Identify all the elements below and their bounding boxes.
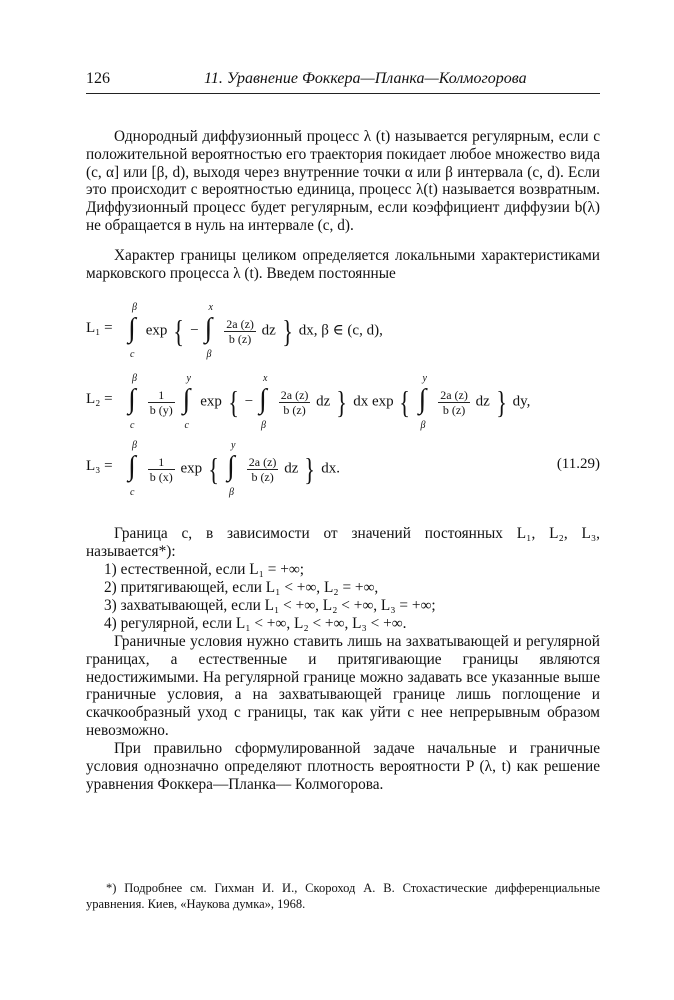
equation-number: (11.29) <box>556 456 600 472</box>
integral-sign: ∫ β c <box>128 373 137 431</box>
equation-expression: ∫ β c exp { − ∫ x β $\frac{2a (z)}{b (z)}$ dz } dx, β ∈ (c, d), <box>128 302 383 360</box>
paragraph-boundary-classification <box>86 525 600 561</box>
fraction: $\frac{2a (z)}{b (z)}$ <box>248 454 277 484</box>
equation-expression: ∫ β c $\frac{1}{b (x)}$ exp { ∫ y β $\frac{2a (z)}{b (z)}$ dz } dx. <box>128 440 340 498</box>
paragraph-boundary-character <box>86 247 600 283</box>
integral-sign: ∫ y β <box>227 440 236 498</box>
paragraph-boundary-conditions <box>86 633 600 740</box>
page-number: 126 <box>86 70 110 87</box>
equation-expression: ∫ β c $\frac{1}{b (y)}$ ∫ y c exp { − ∫ x β $\frac{2a (z)}{b (z)}$ dz } dx exp { ∫ y β $\frac{2a (z)}{b (z)}$ dz } dy, <box>128 373 531 431</box>
fraction: $\frac{2a (z)}{b (z)}$ <box>280 387 309 417</box>
list-item: 2) притягивающей, если L₁ < +∞, L₂ = +∞, <box>104 579 379 596</box>
paragraph-text: Однородный диффузионный процесс λ (t) называется регулярным, если с положительной вероятностью его траектория покидает любое множество вида (c, α] или [β, d), выходя через внутренние точки α или β интервала (c, d). Если это происходит с вероятностью единица, процесс λ(t) называется возвратным. Диффузионный процесс будет регулярным, если коэффициент диффузии b(λ) не обращается в нуль на интервале (c, d). <box>86 128 600 234</box>
integral-sign: ∫ β c <box>128 302 137 360</box>
paragraph-text: Граница c, в зависимости от значений постоянных L₁, L₂, L₃, называется*): <box>86 525 600 560</box>
list-item: 3) захватывающей, если L₁ < +∞, L₂ < +∞, L₃ = +∞; <box>104 597 436 614</box>
integral-sign: ∫ y c <box>182 373 191 431</box>
equation-lhs: L₂ = <box>86 391 113 407</box>
equation-lhs: L₁ = <box>86 320 113 336</box>
fraction: $\frac{2a (z)}{b (z)}$ <box>226 316 254 346</box>
paragraph-text: При правильно сформулированной задаче начальные и граничные условия однозначно определяют плотность вероятности P (λ, t) как решение уравнения Фоккера—Планка— Колмогорова. <box>86 740 600 793</box>
integral-sign: ∫ x β <box>204 302 213 360</box>
paragraph-text: Характер границы целиком определяется локальными характеристиками марковского процесса λ (t). Введем постоянные <box>86 247 600 282</box>
fraction: $\frac{1}{b (x)}$ <box>149 454 173 484</box>
paragraph-text: Граничные условия нужно ставить лишь на захватывающей и регулярной границах, а естественные и притягивающие границы являются недостижимыми. На регулярной границе можно задавать все указанные выше граничные условия, а на захватывающей границе лишь поглощение и скачкообразный уход с границы, так как уйти с нее непрерывным образом невозможно. <box>86 633 600 739</box>
fraction: $\frac{1}{b (y)}$ <box>149 387 173 417</box>
fraction: $\frac{2a (z)}{b (z)}$ <box>440 387 468 417</box>
integral-sign: ∫ β c <box>128 440 137 498</box>
list-item: 1) естественной, если L₁ = +∞; <box>104 561 304 578</box>
equation-lhs: L₃ = <box>86 458 113 474</box>
integral-sign: ∫ x β <box>259 373 268 431</box>
paragraph-regular-process <box>86 128 600 235</box>
chapter-title: 11. Уравнение Фоккера—Планка—Колмогорова <box>204 70 527 87</box>
list-item: 4) регулярной, если L₁ < +∞, L₂ < +∞, L₃ < +∞. <box>104 615 407 632</box>
header-rule <box>86 93 600 94</box>
footnote: *) Подробнее см. Гихман И. И., Скороход А. В. Стохастические дифференциальные уравнения. Киев, «Наукова думка», 1968. <box>86 881 600 911</box>
integral-sign: ∫ y β <box>418 373 427 431</box>
paragraph-initial-conditions <box>86 740 600 793</box>
